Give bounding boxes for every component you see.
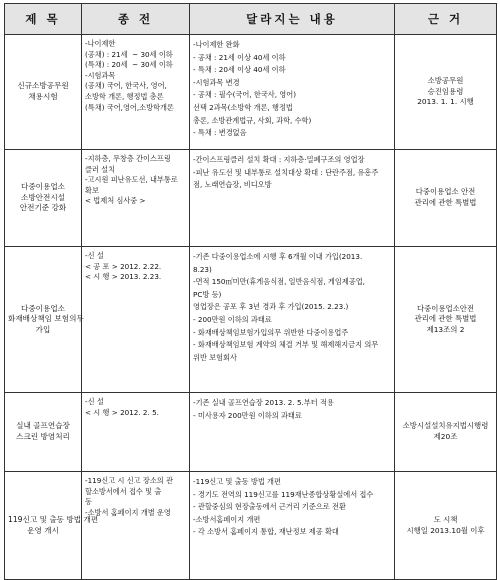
cell-before bbox=[82, 393, 190, 472]
cell-title bbox=[5, 472, 99, 580]
title-line: 신규소방공무원 bbox=[17, 81, 69, 91]
cell-basis bbox=[395, 150, 497, 247]
basis-line: 다중이용업소 안전 bbox=[415, 187, 476, 197]
table-row bbox=[5, 35, 497, 150]
change-line: - 각 소방서 홈페이지 통합, 재난정보 제공 확대 bbox=[193, 527, 339, 537]
title-line: 채용시험 bbox=[28, 92, 58, 101]
before-line: (공채) : 21세 ~ 30세 이하 bbox=[85, 49, 173, 59]
title-line: 다중이용업소 bbox=[20, 303, 65, 313]
change-line: -시험과목 변경 bbox=[193, 77, 240, 87]
basis-line: 2013. 1. 1. 시행 bbox=[417, 97, 474, 107]
change-line: -면적 150㎡미만(휴게음식점, 일반음식점, 게임제공업, bbox=[193, 277, 365, 287]
title-line: 안전기준 강화 bbox=[19, 203, 67, 213]
change-line: -119신고 및 출동 방법 개편 bbox=[193, 477, 281, 486]
change-line: - 미사용자 200만원 이하의 과태료 bbox=[193, 410, 302, 420]
title-line: 화재배상책임 보험의무 bbox=[8, 314, 84, 324]
change-line: -간이스프링클러 설치 확대 : 지하층·밀폐구조의 영업장 bbox=[193, 155, 365, 164]
basis-line: 제13조의 2 bbox=[426, 324, 465, 334]
change-line: - 200만원 이하의 과태료 bbox=[193, 314, 272, 324]
basis-line: 제20조 bbox=[433, 432, 458, 441]
basis-line: 소방공무원 bbox=[427, 76, 464, 86]
before-line: 동 bbox=[85, 497, 92, 507]
change-line: 8.23) bbox=[193, 264, 212, 274]
cell-before bbox=[82, 472, 190, 580]
table-row bbox=[5, 393, 497, 472]
cell-basis bbox=[395, 35, 497, 150]
basis-line: 다중이용업소안전 bbox=[416, 303, 475, 313]
change-line: - 공채 : 21세 이상 40세 이하 bbox=[193, 52, 286, 62]
header-before: 종 전 bbox=[82, 4, 190, 35]
cell-basis bbox=[395, 472, 497, 580]
change-line: PC방 등) bbox=[193, 289, 222, 299]
table-row bbox=[5, 472, 497, 580]
change-line: - 경기도 전역의 119신고를 119재난종합상황실에서 접수 bbox=[193, 489, 374, 499]
change-line: - 관할중심의 현장출동에서 근거리 기준으로 전환 bbox=[193, 502, 346, 512]
title-line: 다중이용업소 bbox=[20, 182, 65, 192]
change-line: - 특채 : 20세 이상 40세 이하 bbox=[193, 65, 286, 75]
header-title: 제 목 bbox=[5, 4, 82, 35]
title-line: 실내 골프연습장 bbox=[16, 421, 70, 431]
title-line: 119신고 및 출동 방법 개편 bbox=[8, 514, 99, 524]
before-line: < 공 포 > 2012. 2.22. bbox=[85, 261, 162, 271]
before-line: < 시 행 > 2013. 2.23. bbox=[85, 272, 162, 282]
cell-changes bbox=[190, 35, 395, 150]
cell-title bbox=[5, 150, 82, 247]
title-line: 소방안전시설 bbox=[20, 192, 65, 202]
before-line: -신 설 bbox=[85, 251, 104, 260]
basis-line: 관리에 관한 특별법 bbox=[414, 198, 477, 207]
before-line: 할소방서에서 접수 및 출 bbox=[85, 486, 162, 496]
basis-line: 관리에 관한 특별법 bbox=[414, 314, 477, 324]
cell-before bbox=[82, 35, 190, 150]
before-line: -신 설 bbox=[85, 397, 104, 406]
cell-changes bbox=[190, 472, 395, 580]
basis-line: 도 시책 bbox=[433, 514, 458, 524]
title-line: 가입 bbox=[35, 324, 51, 334]
before-line: 클러 설치 bbox=[85, 164, 116, 174]
basis-line: 승진임용령 bbox=[427, 86, 464, 96]
before-line: -고시원 피난유도선, 내부통로 bbox=[85, 175, 178, 185]
change-line: 영업장은 공포 후 3년 경과 후 가입(2015. 2.23.) bbox=[193, 302, 349, 312]
before-line: < 시 행 > 2012. 2. 5. bbox=[85, 407, 159, 417]
before-line: 소방학 개론, 행정법 총론 bbox=[85, 91, 164, 101]
change-line: - 특채 : 변경없음 bbox=[193, 128, 247, 138]
regulation-changes-table bbox=[4, 3, 497, 580]
change-line: - 화재배상책임보험 계약의 체결 거부 및 해제해지금지 의무 bbox=[193, 340, 379, 350]
change-line: -기존 실내 골프연습장 2013. 2. 5.부터 적용 bbox=[193, 398, 334, 407]
cell-changes bbox=[190, 393, 395, 472]
before-line: -소방서 홈페이지 개별 운영 bbox=[85, 507, 171, 517]
cell-title bbox=[5, 247, 82, 393]
cell-changes bbox=[190, 150, 395, 247]
basis-line: 시행일 2013.10월 이후 bbox=[406, 525, 485, 535]
change-line: 위반 보험회사 bbox=[193, 352, 237, 362]
cell-basis bbox=[395, 393, 497, 472]
change-line: 점, 노래연습장, 비디오방 bbox=[193, 180, 272, 190]
before-line: < 법제처 심사중 > bbox=[85, 196, 146, 206]
change-line: -나이제한 완화 bbox=[193, 40, 240, 49]
before-line: -나이제한 bbox=[85, 39, 116, 48]
before-line: -119신고 시 신고 장소의 관 bbox=[85, 476, 173, 485]
change-line: 총론, 소방관계법규, 사회, 과학, 수학) bbox=[193, 115, 312, 125]
cell-title bbox=[5, 393, 82, 472]
before-line: (특채) : 20세 ~ 30세 이하 bbox=[85, 60, 173, 70]
cell-title bbox=[5, 35, 82, 150]
table-row bbox=[5, 247, 497, 393]
basis-line: 소방시설설치유지법시행령 bbox=[402, 421, 489, 431]
cell-before bbox=[82, 150, 190, 247]
change-line: -기존 다중이용업소에 시행 후 6개월 이내 가입(2013. bbox=[193, 252, 363, 261]
before-line: -지하층, 무창층 간이스프링 bbox=[85, 154, 171, 163]
change-line: - 공채 : 필수(국어, 한국사, 영어) bbox=[193, 90, 296, 100]
before-line: -시험과목 bbox=[85, 70, 116, 80]
change-line: - 화재배상책임보험가입의무 위반한 다중이용업주 bbox=[193, 327, 349, 337]
cell-basis bbox=[395, 247, 497, 393]
header-row bbox=[5, 4, 497, 35]
cell-before bbox=[82, 247, 190, 393]
change-line: -피난 유도선 및 내부통로 설치대상 확대 : 단란주점, 유흥주 bbox=[193, 167, 379, 177]
title-line: 운영 개시 bbox=[27, 525, 59, 535]
table-row bbox=[5, 150, 497, 247]
cell-changes bbox=[190, 247, 395, 393]
header-changes: 달라지는 내용 bbox=[190, 4, 395, 35]
before-line: 확보 bbox=[85, 185, 99, 195]
before-line: (공채) 국어, 한국사, 영어, bbox=[85, 81, 167, 91]
before-line: (특채) 국어,영어,소방학개론 bbox=[85, 102, 174, 112]
change-line: 선택 2과목(소방학 개론, 행정법 bbox=[193, 102, 293, 112]
change-line: -소방서홈페이지 개편 bbox=[193, 514, 261, 524]
header-basis: 근 거 bbox=[395, 4, 497, 35]
title-line: 스크린 방염처리 bbox=[16, 432, 70, 441]
